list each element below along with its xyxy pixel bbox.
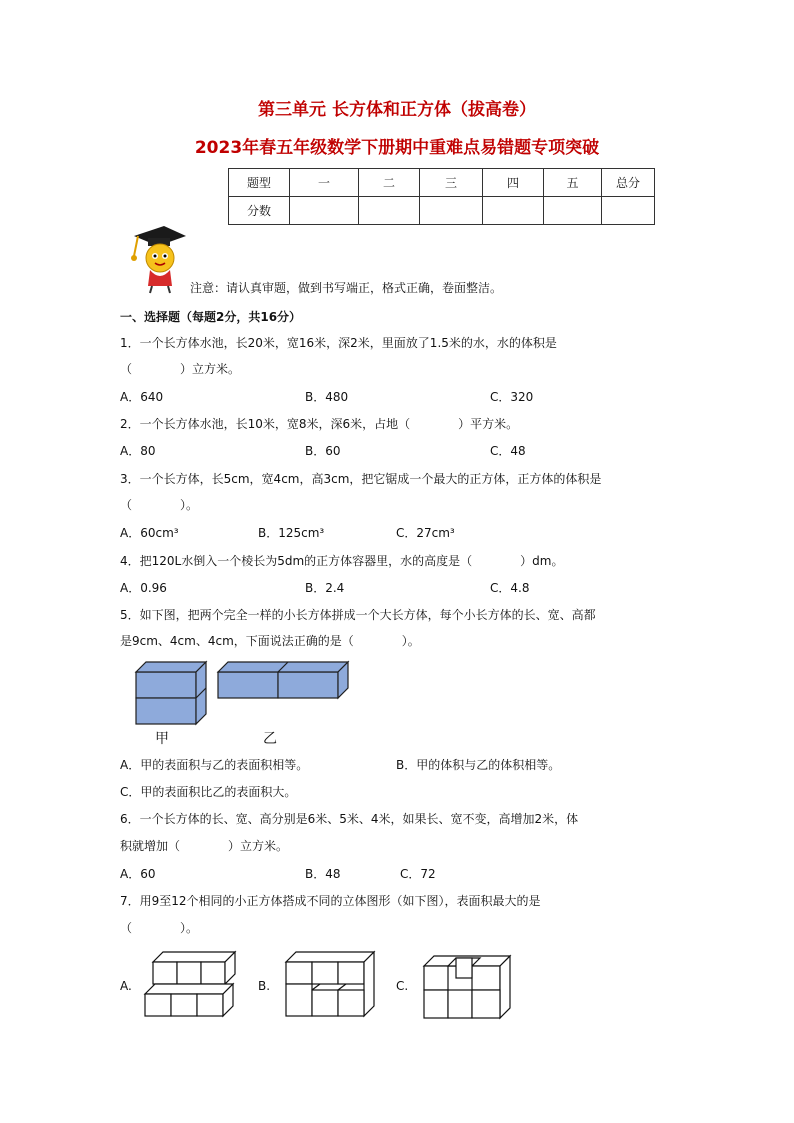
question-7: 7．用9至12个相同的小正方体搭成不同的立体图形（如下图），表面积最大的是 xyxy=(120,894,541,908)
question-1: 1．一个长方体水池，长20米，宽16米，深2米，里面放了1.5米的水，水的体积是 xyxy=(120,336,557,350)
q4-option-c[interactable]: C．4.8 xyxy=(490,581,530,595)
score-table-row xyxy=(229,197,655,225)
q5-figure xyxy=(130,655,355,730)
question-2: 2．一个长方体水池，长10米，宽8米，深6米，占地（ ）平方米。 xyxy=(120,417,519,431)
score-input-cell[interactable] xyxy=(544,197,602,225)
figure-jia-boxes xyxy=(136,662,206,724)
q3-option-c[interactable]: C．27cm³ xyxy=(396,526,455,540)
score-input-cell[interactable] xyxy=(290,197,359,225)
q2-option-a[interactable]: A．80 xyxy=(120,444,156,458)
q2-option-b[interactable]: B．60 xyxy=(305,444,341,458)
q3-option-a[interactable]: A．60cm³ xyxy=(120,526,179,540)
question-4: 4．把120L水倒入一个棱长为5dm的正方体容器里，水的高度是（ ）dm。 xyxy=(120,554,564,568)
score-input-cell[interactable] xyxy=(602,197,655,225)
q7-figure-a xyxy=(143,950,243,1018)
page-subtitle: 2023年春五年级数学下册期中重难点易错题专项突破 xyxy=(194,138,600,158)
q4-option-a[interactable]: A．0.96 xyxy=(120,581,167,595)
score-header-cell: 一 xyxy=(290,169,359,197)
figure-label-jia: 甲 xyxy=(155,731,169,747)
question-6: 6．一个长方体的长、宽、高分别是6米、5米、4米，如果长、宽不变，高增加2米，体 xyxy=(120,812,579,826)
q4-option-b[interactable]: B．2.4 xyxy=(305,581,345,595)
score-header-cell: 三 xyxy=(420,169,483,197)
figure-label-yi: 乙 xyxy=(263,731,277,747)
mascot-icon xyxy=(124,222,194,294)
q5-option-c[interactable]: C．甲的表面积比乙的表面积大。 xyxy=(120,785,297,799)
score-table xyxy=(228,168,655,225)
q1-option-a[interactable]: A．640 xyxy=(120,390,164,404)
q2-option-c[interactable]: C．48 xyxy=(490,444,526,458)
q6-option-b[interactable]: B．48 xyxy=(305,867,341,881)
score-table-header-row xyxy=(229,169,655,197)
score-input-cell[interactable] xyxy=(420,197,483,225)
page-title: 第三单元 长方体和正方体（拔高卷） xyxy=(258,100,536,120)
q7-option-c[interactable]: C. xyxy=(396,979,409,993)
q6-option-a[interactable]: A．60 xyxy=(120,867,156,881)
q7-option-a[interactable]: A. xyxy=(120,979,132,993)
score-header-cell: 五 xyxy=(544,169,602,197)
q7-option-b[interactable]: B. xyxy=(258,979,271,993)
q1-option-c[interactable]: C．320 xyxy=(490,390,534,404)
q6-option-c[interactable]: C．72 xyxy=(400,867,436,881)
question-6-cont: 积就增加（ ）立方米。 xyxy=(120,839,289,853)
question-5: 5．如下图，把两个完全一样的小长方体拼成一个大长方体，每个小长方体的长、宽、高都 xyxy=(120,608,596,622)
q5-option-a[interactable]: A．甲的表面积与乙的表面积相等。 xyxy=(120,758,309,772)
question-5-cont: 是9cm、4cm、4cm，下面说法正确的是（ ）。 xyxy=(120,634,420,648)
score-header-cell: 总分 xyxy=(602,169,655,197)
q3-option-b[interactable]: B．125cm³ xyxy=(258,526,325,540)
question-7-cont: （ ）。 xyxy=(120,921,199,935)
q1-option-b[interactable]: B．480 xyxy=(305,390,349,404)
q7-figure-b xyxy=(282,950,382,1018)
q7-figure-c xyxy=(420,950,520,1022)
figure-yi-boxes xyxy=(218,662,348,698)
score-row-label: 分数 xyxy=(229,197,290,225)
question-3-cont: （ ）。 xyxy=(120,498,199,512)
score-header-cell: 四 xyxy=(483,169,544,197)
score-input-cell[interactable] xyxy=(359,197,420,225)
section-heading: 一、选择题（每题2分，共16分） xyxy=(120,310,302,324)
score-input-cell[interactable] xyxy=(483,197,544,225)
notice-text: 注意：请认真审题，做到书写端正，格式正确，卷面整洁。 xyxy=(190,281,503,295)
question-3: 3．一个长方体，长5cm，宽4cm，高3cm，把它锯成一个最大的正方体，正方体的体积是 xyxy=(120,472,602,486)
q5-option-b[interactable]: B．甲的体积与乙的体积相等。 xyxy=(396,758,561,772)
question-1-cont: （ ）立方米。 xyxy=(120,362,241,376)
score-header-cell: 题型 xyxy=(229,169,290,197)
score-header-cell: 二 xyxy=(359,169,420,197)
